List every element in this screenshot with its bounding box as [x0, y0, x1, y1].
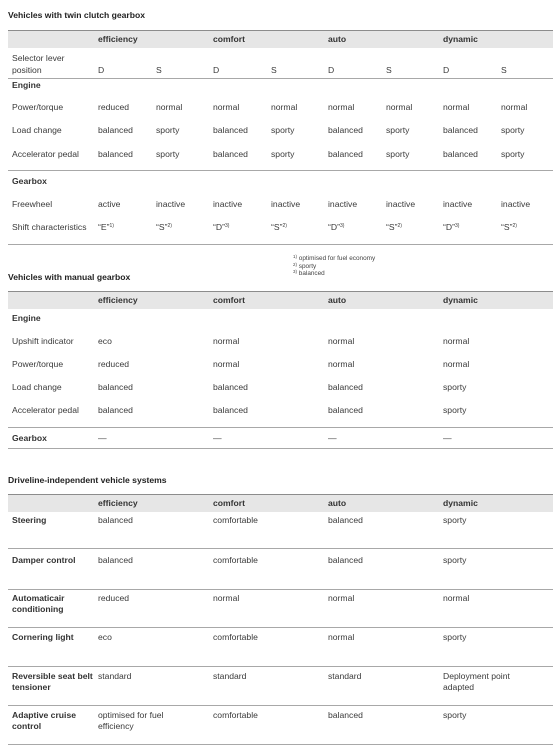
selector-auto-d: D — [328, 65, 335, 75]
table-cell: normal — [328, 102, 355, 112]
table-cell — [501, 222, 517, 233]
table-cell: reduced — [98, 593, 130, 603]
footnote-marker: 2) — [282, 223, 287, 229]
footnote-text: sporty — [298, 262, 317, 270]
table-cell: — — [98, 433, 107, 443]
table-cell: balanced — [98, 149, 133, 159]
table-cell: normal — [328, 632, 355, 642]
manual-row-label: Accelerator pedal — [12, 405, 79, 415]
selector-comfort-d: D — [213, 65, 220, 75]
shift-value: “S” — [386, 222, 398, 232]
table-cell: sporty — [501, 149, 525, 159]
table-cell: sporty — [156, 125, 180, 135]
table-cell: inactive — [328, 199, 358, 209]
table-cell: balanced — [98, 405, 133, 415]
table-cell: balanced — [328, 382, 363, 392]
driveline-section-title: Driveline-independent vehicle systems — [8, 475, 167, 485]
table-cell: inactive — [156, 199, 186, 209]
shift-value: “E” — [98, 222, 110, 232]
footnote-text: optimised for fuel economy — [298, 255, 376, 262]
table-cell: balanced — [98, 125, 133, 135]
table-cell — [328, 222, 344, 233]
driveline-row-label: Damper control — [12, 555, 76, 565]
table-cell: comfortable — [213, 555, 258, 565]
table-cell — [386, 222, 402, 233]
twin-row-label: Load change — [12, 125, 62, 135]
table-cell: normal — [213, 593, 240, 603]
footnote-text: balanced — [298, 270, 325, 277]
footnote-3 — [293, 270, 325, 278]
twin-rule-after-selector — [8, 78, 553, 79]
table-cell: balanced — [98, 555, 133, 565]
table-cell: normal — [443, 593, 470, 603]
table-cell: normal — [213, 359, 240, 369]
table-cell: reduced — [98, 102, 130, 112]
shift-value: “S” — [271, 222, 283, 232]
footnote-marker: 1) — [109, 223, 114, 229]
table-cell: balanced — [213, 405, 248, 415]
shift-value: “D” — [213, 222, 225, 232]
twin-row-label: Shift characteristics — [12, 222, 87, 232]
footnote-marker: 2) — [512, 223, 517, 229]
table-cell: balanced — [443, 125, 478, 135]
table-cell: normal — [501, 102, 528, 112]
shift-value: “D” — [443, 222, 455, 232]
table-cell — [443, 222, 459, 233]
table-cell: — — [328, 433, 337, 443]
driveline-row-label: Reversible seat belt tensioner — [12, 671, 93, 692]
table-cell: balanced — [98, 515, 133, 525]
manual-engine-group-label: Engine — [12, 313, 41, 323]
table-cell: balanced — [328, 149, 363, 159]
twin-rule-before-gearbox — [8, 170, 553, 171]
table-cell: normal — [328, 336, 355, 346]
manual-section-title: Vehicles with manual gearbox — [8, 272, 131, 282]
manual-row-label: Load change — [12, 382, 62, 392]
selector-efficiency-d: D — [98, 65, 105, 75]
twin-mode-header-dynamic: dynamic — [443, 34, 478, 44]
table-cell: sporty — [271, 149, 295, 159]
manual-mode-header-comfort: comfort — [213, 295, 245, 305]
driveline-bottom-rule — [8, 744, 553, 745]
table-cell: comfortable — [213, 710, 258, 720]
driveline-row-rule — [8, 627, 553, 628]
table-cell: inactive — [271, 199, 301, 209]
selector-comfort-s: S — [271, 65, 277, 75]
table-cell: sporty — [501, 125, 525, 135]
manual-mode-header-efficiency: efficiency — [98, 295, 138, 305]
driveline-row-rule — [8, 705, 553, 706]
manual-row-label: Upshift indicator — [12, 336, 74, 346]
table-cell: eco — [98, 336, 112, 346]
table-cell: normal — [443, 102, 470, 112]
driveline-row-rule — [8, 548, 553, 549]
table-cell: sporty — [156, 149, 180, 159]
footnote-marker: 3) — [339, 223, 345, 229]
table-cell: normal — [156, 102, 183, 112]
selector-efficiency-s: S — [156, 65, 162, 75]
twin-bottom-rule — [8, 244, 553, 245]
driveline-row-label: Automaticair conditioning — [12, 593, 65, 614]
selector-lever-label-line1: Selector lever — [12, 53, 65, 63]
table-cell: balanced — [328, 125, 363, 135]
selector-dynamic-d: D — [443, 65, 450, 75]
table-cell: normal — [443, 336, 470, 346]
driveline-row-label: Steering — [12, 515, 47, 525]
table-cell: normal — [443, 359, 470, 369]
driveline-mode-header-efficiency: efficiency — [98, 498, 138, 508]
table-cell: sporty — [386, 125, 410, 135]
selector-auto-s: S — [386, 65, 392, 75]
footnote-number: 2) — [293, 261, 298, 267]
table-cell: — — [213, 433, 222, 443]
twin-mode-header-comfort: comfort — [213, 34, 245, 44]
table-cell: — — [443, 433, 452, 443]
twin-clutch-section-title: Vehicles with twin clutch gearbox — [8, 10, 146, 20]
footnote-number: 1) — [293, 254, 298, 259]
table-cell: balanced — [213, 125, 248, 135]
table-cell: sporty — [443, 382, 467, 392]
table-cell: normal — [213, 102, 240, 112]
shift-value: “S” — [501, 222, 513, 232]
table-cell: balanced — [328, 555, 363, 565]
table-cell: sporty — [443, 632, 467, 642]
twin-row-label: Freewheel — [12, 199, 53, 209]
driveline-row-rule — [8, 589, 553, 590]
table-cell: active — [98, 199, 121, 209]
table-cell: normal — [328, 593, 355, 603]
table-cell: balanced — [328, 515, 363, 525]
table-cell — [271, 222, 287, 233]
driveline-mode-header-comfort: comfort — [213, 498, 245, 508]
table-cell: balanced — [328, 405, 363, 415]
manual-mode-header-dynamic: dynamic — [443, 295, 478, 305]
twin-gearbox-group-label: Gearbox — [12, 176, 47, 186]
driveline-row-rule — [8, 666, 553, 667]
table-cell: normal — [271, 102, 298, 112]
table-cell: sporty — [443, 405, 467, 415]
table-cell: inactive — [213, 199, 243, 209]
manual-bottom-rule — [8, 448, 553, 449]
table-cell: balanced — [213, 149, 248, 159]
table-cell — [156, 222, 172, 233]
table-cell: comfortable — [213, 632, 258, 642]
table-cell: sporty — [386, 149, 410, 159]
table-cell: sporty — [443, 515, 467, 525]
table-cell: normal — [213, 336, 240, 346]
table-cell: eco — [98, 632, 112, 642]
table-cell: inactive — [443, 199, 473, 209]
table-cell: sporty — [443, 710, 467, 720]
table-cell: normal — [386, 102, 413, 112]
shift-value: “D” — [328, 222, 340, 232]
table-cell: Deployment point adapted — [443, 671, 510, 692]
selector-lever-label-line2: position — [12, 65, 42, 75]
driveline-row-label: Adaptive cruise control — [12, 710, 76, 731]
manual-mode-header-auto: auto — [328, 295, 347, 305]
manual-rule-before-gearbox — [8, 427, 553, 428]
table-cell: standard — [98, 671, 132, 681]
driveline-row-label: Cornering light — [12, 632, 74, 642]
twin-engine-group-label: Engine — [12, 80, 41, 90]
table-cell: inactive — [501, 199, 531, 209]
footnote-marker: 3) — [224, 223, 230, 229]
footnote-marker: 2) — [397, 223, 402, 229]
table-cell: balanced — [98, 382, 133, 392]
table-cell: optimised for fuel efficiency — [98, 710, 164, 731]
footnote-marker: 3) — [454, 223, 460, 229]
shift-value: “S” — [156, 222, 168, 232]
twin-mode-header-efficiency: efficiency — [98, 34, 138, 44]
table-cell: standard — [213, 671, 247, 681]
table-cell: inactive — [386, 199, 416, 209]
table-cell: sporty — [443, 555, 467, 565]
table-cell: balanced — [443, 149, 478, 159]
footnote-marker: 2) — [167, 223, 172, 229]
table-cell: reduced — [98, 359, 130, 369]
table-cell: sporty — [271, 125, 295, 135]
twin-row-label: Power/torque — [12, 102, 64, 112]
footnote-1 — [293, 255, 375, 263]
driveline-mode-header-dynamic: dynamic — [443, 498, 478, 508]
table-cell: comfortable — [213, 515, 258, 525]
twin-row-label: Accelerator pedal — [12, 149, 79, 159]
table-cell: standard — [328, 671, 362, 681]
table-cell: balanced — [213, 382, 248, 392]
table-cell: balanced — [328, 710, 363, 720]
twin-mode-header-auto: auto — [328, 34, 347, 44]
table-cell — [98, 222, 114, 233]
driveline-mode-header-auto: auto — [328, 498, 347, 508]
table-cell — [213, 222, 229, 233]
manual-row-label: Power/torque — [12, 359, 64, 369]
footnote-number: 3) — [293, 269, 298, 274]
manual-gearbox-group-label: Gearbox — [12, 433, 47, 443]
table-cell: normal — [328, 359, 355, 369]
selector-dynamic-s: S — [501, 65, 507, 75]
